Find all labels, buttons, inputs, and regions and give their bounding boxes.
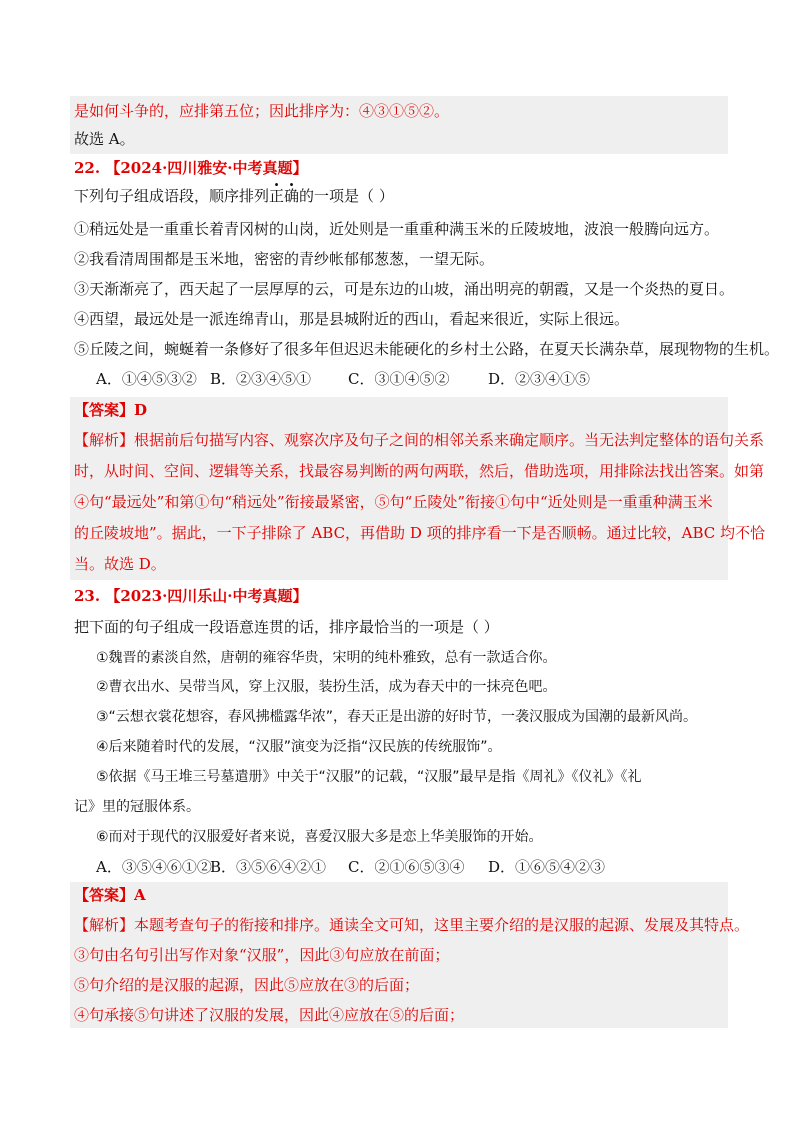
previous-conclusion: 故选 A。	[74, 130, 135, 148]
question-22-analysis-line: 的丘陵坡地”。据此，一下子排除了 ABC，再借助 D 项的排序看一下是否顺畅。通过比较，ABC 均不恰	[74, 524, 765, 542]
option-c: C．②①⑥⑤③④	[348, 858, 465, 876]
emphasis-char: 确	[284, 187, 300, 205]
question-23-sentence-5-cont: 记》里的冠服体系。	[74, 799, 200, 815]
question-22-header: 22. 【2024·四川雅安·中考真题】	[74, 159, 308, 177]
question-22-stem	[74, 186, 394, 206]
question-22-answer: 【答案】D	[74, 401, 148, 419]
question-23-stem: 把下面的句子组成一段语意连贯的话，排序最恰当的一项是（ ）	[74, 618, 499, 636]
question-23-header: 23. 【2023·四川乐山·中考真题】	[74, 587, 308, 605]
question-22-sentence-3: ③天渐渐亮了，西天起了一层厚厚的云，可是东边的山坡，涌出明亮的朝霞，又是一个炎热的夏日。	[74, 280, 735, 298]
stem-text: 下列句子组成语段，顺序排列	[74, 187, 270, 205]
option-d: D．②③④①⑤	[488, 370, 591, 388]
question-22-analysis-line: 当。故选 D。	[74, 555, 166, 573]
emphasis-char: 正	[269, 187, 285, 205]
option-d: D．①⑥⑤④②③	[488, 858, 606, 876]
option-c: C．③①④⑤②	[348, 370, 450, 388]
question-22-analysis-line: 【解析】根据前后句描写内容、观察次序及句子之间的相邻关系来确定顺序。当无法判定整体的语句关系	[74, 431, 765, 449]
question-23-answer: 【答案】A	[74, 886, 146, 904]
option-b: B．②③④⑤①	[210, 370, 312, 388]
question-23-analysis-line: ④句承接⑤句讲述了汉服的发展，因此④应放在⑤的后面；	[74, 1006, 465, 1024]
question-22-analysis-line: ④句“最远处”和第①句“稍远处”衔接最紧密，⑤句“丘陵处”衔接①句中“近处则是一重重种满玉米	[74, 493, 713, 511]
question-23-sentence-4: ④后来随着时代的发展，“汉服”演变为泛指“汉民族的传统服饰”。	[96, 739, 502, 755]
question-23-sentence-3: ③“云想衣裳花想容，春风拂槛露华浓”，春天正是出游的好时节，一袭汉服成为国潮的最新风尚。	[96, 709, 698, 725]
question-22-sentence-5: ⑤丘陵之间，蜿蜒着一条修好了很多年但迟迟未能硬化的乡村土公路，在夏天长满杂草，展现物物的生机。	[74, 340, 780, 358]
question-23-sentence-5: ⑤依据《马王堆三号墓遣册》中关于“汉服”的记载，“汉服”最早是指《周礼》《仪礼》《礼	[96, 769, 642, 785]
question-23-sentence-1: ①魏晋的素淡自然，唐朝的雍容华贵，宋明的纯朴雅致，总有一款适合你。	[96, 650, 557, 666]
option-a: A．①④⑤③②	[96, 370, 197, 388]
question-22-sentence-2: ②我看清周围都是玉米地，密密的青纱帐郁郁葱葱，一望无际。	[74, 250, 495, 268]
question-23-analysis-line: 【解析】本题考查句子的衔接和排序。通读全文可知，这里主要介绍的是汉服的起源、发展及其特点。	[74, 916, 750, 934]
option-a: A．③⑤④⑥①②	[96, 858, 212, 876]
stem-text: 的一项是（ ）	[299, 187, 394, 205]
question-22-analysis-line: 时，从时间、空间、逻辑等关系，找最容易判断的两句两联，然后，借助选项，用排除法找出答案。如第	[74, 462, 765, 480]
question-23-analysis-line: ③句由名句引出写作对象“汉服”，因此③句应放在前面；	[74, 946, 450, 964]
question-22-options	[96, 369, 590, 389]
question-23-sentence-6: ⑥而对于现代的汉服爱好者来说，喜爱汉服大多是恋上华美服饰的开始。	[96, 829, 543, 845]
option-b: B．③⑤⑥④②①	[210, 858, 327, 876]
question-23-analysis-line: ⑤句介绍的是汉服的起源，因此⑤应放在③的后面；	[74, 976, 420, 994]
question-22-sentence-1: ①稍远处是一重重长着青冈树的山岗，近处则是一重重种满玉米的丘陵坡地，波浪一般腾向远方。	[74, 220, 720, 238]
question-23-options	[96, 857, 605, 877]
previous-analysis-line: 是如何斗争的，应排第五位；因此排序为：④③①⑤②。	[74, 102, 450, 120]
question-22-sentence-4: ④西望，最远处是一派连绵青山，那是县城附近的西山，看起来很近，实际上很远。	[74, 310, 630, 328]
question-22-answer-shade	[70, 397, 728, 580]
question-23-sentence-2: ②曹衣出水、吴带当风，穿上汉服，装扮生活，成为春天中的一抹亮色吧。	[96, 679, 557, 695]
